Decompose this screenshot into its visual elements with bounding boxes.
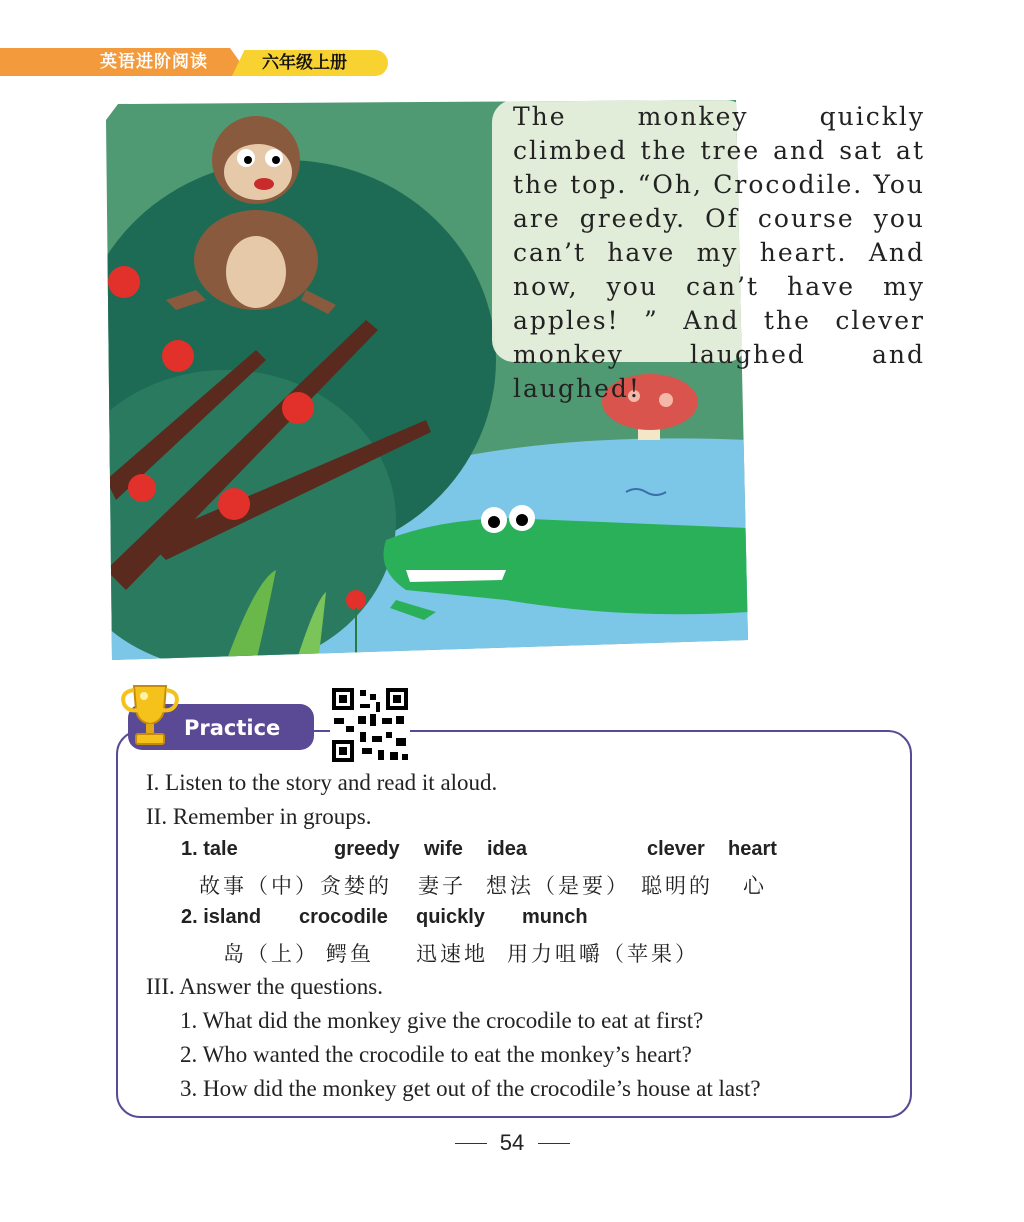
vocab-translation: 用力咀嚼（苹果） <box>507 942 699 966</box>
vocab-word: munch <box>522 906 588 928</box>
vocab-word: heart <box>728 838 777 860</box>
instruction-1: I. Listen to the story and read it aloud. <box>146 770 498 795</box>
vocab-translation: 妻子 <box>418 874 466 898</box>
question-3: 3. How did the monkey get out of the crocodile’s house at last? <box>180 1076 761 1101</box>
vocab-translation: 心 <box>743 874 767 898</box>
vocab-word: clever <box>647 838 705 860</box>
vocab-translation: 贪婪的 <box>320 874 392 898</box>
vocab-translation: 岛（上） <box>223 942 319 966</box>
page-number: 54 <box>499 1130 525 1155</box>
vocab-translation: 聪明的 <box>641 874 713 898</box>
vocab-translation: 故事（中） <box>199 874 319 898</box>
question-1: 1. What did the monkey give the crocodile to eat at first? <box>180 1008 704 1033</box>
vocab-word: greedy <box>334 838 400 860</box>
instruction-3: III. Answer the questions. <box>146 974 383 999</box>
vocab-word: quickly <box>416 906 485 928</box>
story-paragraph: The monkey quickly climbed the tree and sat at the top. “Oh, Crocodile. You are greedy. Of course you can’t have my heart. And now, you can’t have my apples! ” And the clever monkey laughed and laughed! <box>513 102 925 403</box>
vocab-word: wife <box>424 838 463 860</box>
series-title: 英语进阶阅读 <box>100 52 208 72</box>
trophy-icon <box>118 680 182 750</box>
grade-title: 六年级上册 <box>262 53 347 73</box>
practice-label: Practice <box>184 716 281 740</box>
vocab-translation: 鳄鱼 <box>326 942 374 966</box>
vocab-word: idea <box>487 838 528 860</box>
vocab-word: 1. tale <box>181 838 238 860</box>
vocab-translation: 迅速地 <box>416 942 488 966</box>
vocab-word: crocodile <box>299 906 388 928</box>
vocab-word: 2. island <box>181 906 262 928</box>
question-2: 2. Who wanted the crocodile to eat the monkey’s heart? <box>180 1042 692 1067</box>
instruction-2: II. Remember in groups. <box>146 804 372 829</box>
qr-code[interactable] <box>330 686 410 764</box>
vocab-translation: 想法（是要） <box>486 874 630 898</box>
